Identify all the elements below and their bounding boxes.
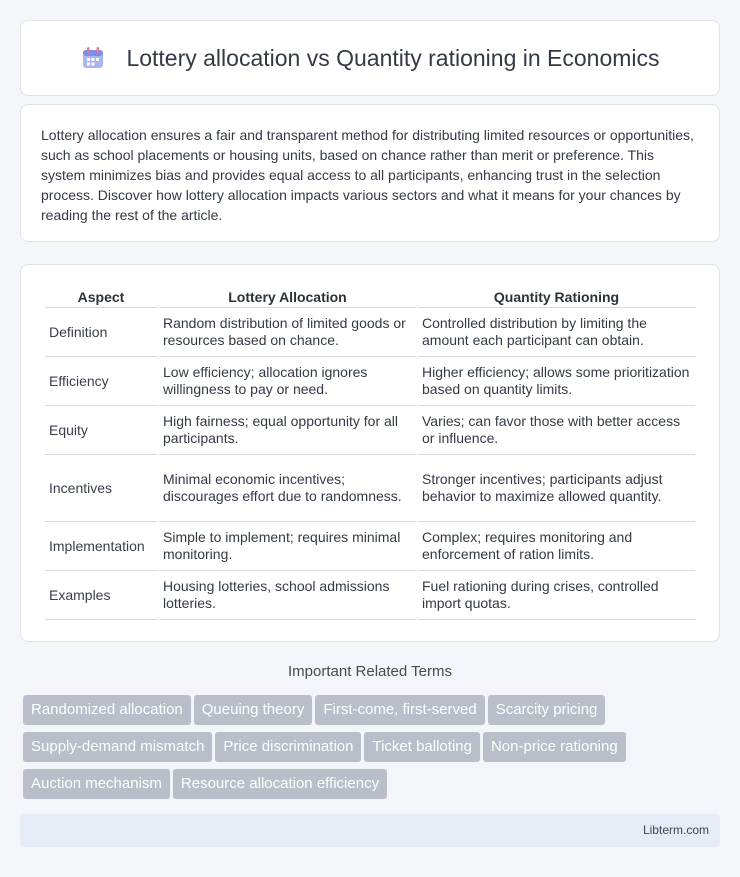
aspect-cell: Efficiency [45,357,157,406]
related-term-tag[interactable]: Ticket balloting [364,732,480,762]
footer [20,814,720,847]
column-header-aspect: Aspect [45,285,157,308]
table-row [45,357,695,406]
rationing-cell: Varies; can favor those with better access or influence. [418,406,695,455]
calendar-icon [80,45,106,71]
comparison-table [43,285,697,620]
lottery-cell: Housing lotteries, school admissions lotteries. [159,571,416,620]
related-term-tag[interactable]: Price discrimination [215,732,361,762]
lottery-cell: Low efficiency; allocation ignores willingness to pay or need. [159,357,416,406]
column-header-lottery: Lottery Allocation [159,285,416,308]
related-terms-title: Important Related Terms [288,663,452,680]
rationing-cell: Fuel rationing during crises, controlled import quotas. [418,571,695,620]
aspect-cell: Examples [45,571,157,620]
lottery-cell: High fairness; equal opportunity for all participants. [159,406,416,455]
title-card [20,20,720,96]
aspect-cell: Equity [45,406,157,455]
footer-brand-link[interactable]: Libterm.com [642,823,709,837]
table-header-row [45,285,695,308]
table-row [45,406,695,455]
table-row [45,571,695,620]
table-row [45,455,695,522]
lottery-cell: Minimal economic incentives; discourages effort due to randomness. [159,455,416,522]
table-row [45,308,695,357]
intro-card [20,104,720,242]
related-term-tag[interactable]: Non-price rationing [483,732,626,762]
related-term-tag[interactable]: Scarcity pricing [488,695,606,725]
aspect-cell: Definition [45,308,157,357]
related-term-tag[interactable]: Auction mechanism [23,769,170,799]
table-row [45,522,695,571]
related-term-tag[interactable]: First-come, first-served [315,695,484,725]
lottery-cell: Random distribution of limited goods or resources based on chance. [159,308,416,357]
related-terms-list [23,695,723,806]
rationing-cell: Controlled distribution by limiting the amount each participant can obtain. [418,308,695,357]
rationing-cell: Complex; requires monitoring and enforcement of ration limits. [418,522,695,571]
lottery-cell: Simple to implement; requires minimal monitoring. [159,522,416,571]
related-term-tag[interactable]: Randomized allocation [23,695,191,725]
column-header-rationing: Quantity Rationing [418,285,695,308]
aspect-cell: Implementation [45,522,157,571]
intro-paragraph: Lottery allocation ensures a fair and transparent method for distributing limited resources or opportunities, such as school placements or housing units, based on chance rather than merit or preference. This system minimizes bias and provides equal access to all participants, enhancing trust in the selection process. Discover how lottery allocation impacts various sectors and what it means for your chances by reading the rest of the article. [41,127,694,223]
related-term-tag[interactable]: Queuing theory [194,695,313,725]
page-title: Lottery allocation vs Quantity rationing in Economics [126,44,660,71]
rationing-cell: Higher efficiency; allows some prioritization based on quantity limits. [418,357,695,406]
aspect-cell: Incentives [45,455,157,522]
rationing-cell: Stronger incentives; participants adjust behavior to maximize allowed quantity. [418,455,695,522]
related-term-tag[interactable]: Resource allocation efficiency [173,769,387,799]
related-term-tag[interactable]: Supply-demand mismatch [23,732,212,762]
comparison-table-card [20,264,720,642]
